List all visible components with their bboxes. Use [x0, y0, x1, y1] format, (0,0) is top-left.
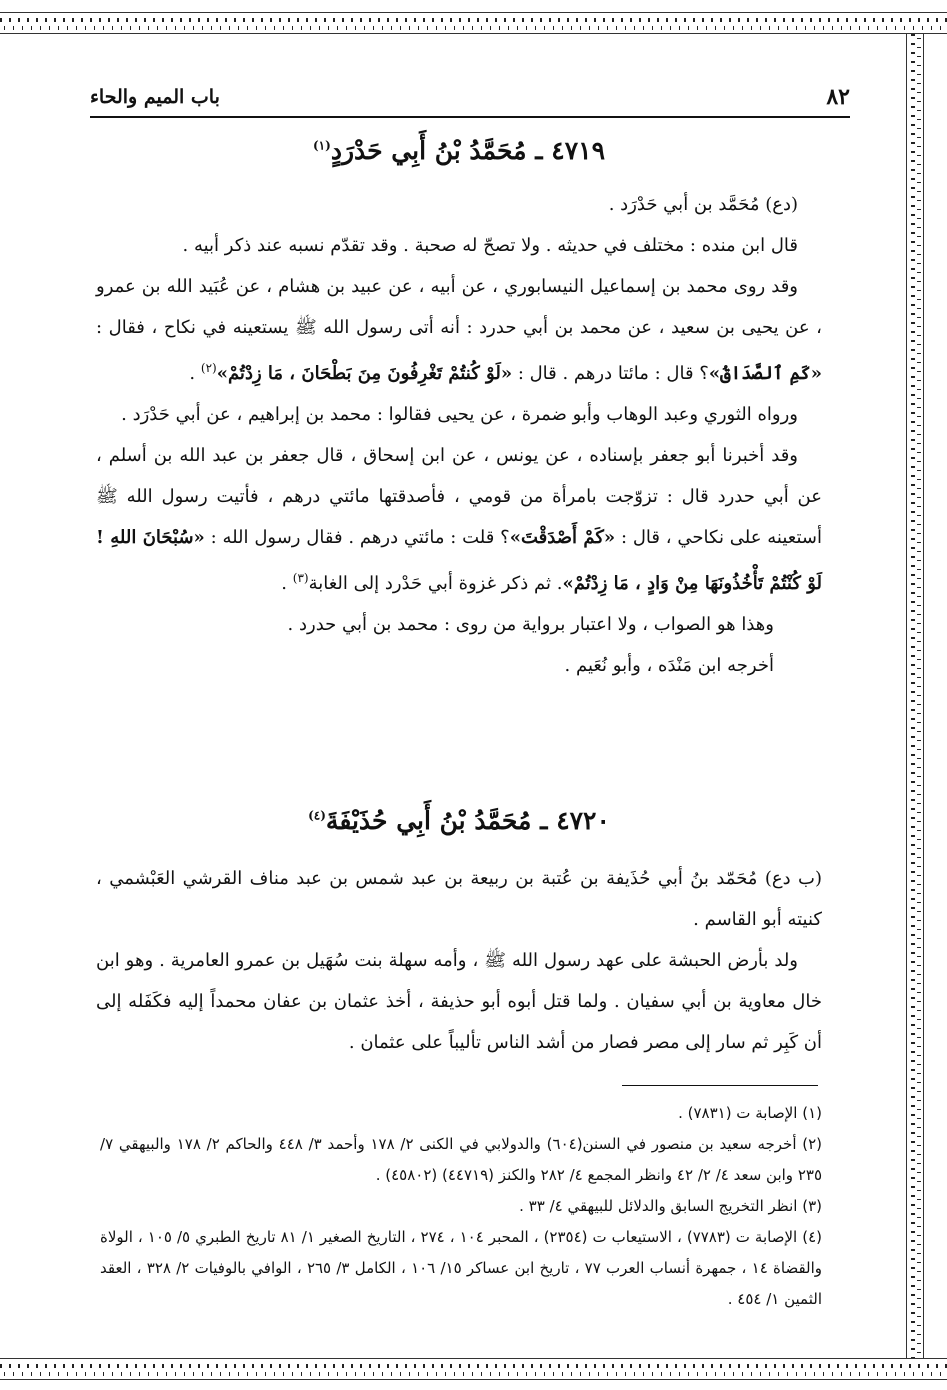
- paragraph: ورواه الثوري وعبد الوهاب وأبو ضمرة ، عن يحيى فقالوا : محمد بن إبراهيم ، عن أبي حَدْرَد .: [121, 404, 798, 425]
- footnote-marker: (٤): [308, 808, 326, 823]
- footnote: (١) الإصابة ت (٧٨٣١) .: [678, 1104, 822, 1122]
- footnote-marker: (٣): [292, 571, 309, 585]
- footnote-marker: (١): [312, 138, 331, 153]
- text-run: وقد أخبرنا أبو جعفر بإسناده ، عن يونس ، عن ابن إسحاق ، قال جعفر بن عبد الله بن أسلم ، عن أبي حدرد قال : تزوّجت بامرأة من قومي ، فأصدقتها مائتي درهم ، فأتيت رسول الله ﷺ أستعينه على نكاحي ، قال :: [96, 445, 822, 548]
- footnote-marker: (٢): [200, 361, 217, 375]
- ornamental-border-bottom: [0, 1358, 947, 1380]
- running-title: باب الميم والحاء: [90, 86, 220, 108]
- hadith-quote: «لَوْ كُنتُمْ تَغْرِفُونَ مِنَ بَطْحَانَ ، مَا زِدْتُمْ»: [216, 363, 513, 384]
- text-run: .: [189, 363, 201, 384]
- footnote: (٣) انظر التخريج السابق والدلائل للبيهقي ٤/ ٣٣ .: [519, 1197, 822, 1215]
- hadith-quote: «سُبْحَانَ اللهِ ! لَوْ كُنْتُمْ تَأْخُذُونَهَا مِنْ وَادٍ ، مَا زِدْتُمْ»: [96, 527, 822, 594]
- entry-title-text: ٤٧١٩ ـ مُحَمَّدُ بْنُ أَبِي حَدْرَدٍ: [330, 136, 605, 165]
- footnote: (٢) أخرجه سعيد بن منصور في السنن(٦٠٤) والدولابي في الكنى ٢/ ١٧٨ وأحمد ٣/ ٤٤٨ والحاكم ٢/ ١٧٨ والبيهقي ٧/ ٢٣٥ وابن سعد ٤/ ٢/ ٤٢ وانظر المجمع ٤/ ٢٨٢ والكنز (٤٤٧١٩) (٤٥٨٠٢) .: [100, 1135, 823, 1184]
- footnote: (٤) الإصابة ت (٧٧٨٣) ، الاستيعاب ت (٢٣٥٤) ، المحبر ١٠٤ ، ٢٧٤ ، التاريخ الصغير ١/ ٨١ تاريخ الطبري ٥/ ١٠٥ ، الولاة والقضاة ١٤ ، جمهرة أنساب العرب ٧٧ ، تاريخ ابن عساكر ١٥/ ١٠٦ ، الكامل ٣/ ٢٦٥ ، الوافي بالوفيات ٢/ ٣٢٨ ، العقد الثمين ١/ ٤٥٤ .: [100, 1228, 823, 1308]
- text-run: ؟ قال : مائتا درهم . قال :: [512, 363, 709, 384]
- entry-title-4719: [96, 136, 822, 165]
- page-number: ٨٢: [826, 84, 850, 110]
- paragraph: (دع) مُحَمَّد بن أبي حَدْرَد .: [608, 194, 798, 215]
- entry-title-4720: [96, 806, 822, 835]
- footnote-separator: [622, 1085, 818, 1086]
- hadith-quote: «كَمِ ٱلصَّدَاقُ»: [708, 363, 822, 384]
- footnotes: [100, 1098, 822, 1315]
- paragraph: (ب دع) مُحَمّد بنُ أبي حُذَيفة بن عُتبة بن ربيعة بن عبد شمس بن عبد مناف القرشي العَبْشمي ، كنيته أبو القاسم .: [96, 868, 822, 930]
- paragraph: أخرجه ابن مَنْدَه ، وأبو نُعَيم .: [564, 655, 774, 676]
- paragraph: قال ابن منده : مختلف في حديثه . ولا تصحّ له صحبة . وقد تقدّم نسبه عند ذكر أبيه .: [182, 235, 798, 256]
- entry-4719-body: [96, 184, 822, 686]
- paragraph: وهذا هو الصواب ، ولا اعتبار برواية من روى : محمد بن أبي حدرد .: [287, 614, 774, 635]
- paragraph: [96, 266, 822, 394]
- ornamental-border-top: [0, 12, 947, 34]
- entry-title-text: ٤٧٢٠ ـ مُحَمَّدُ بْنُ أَبِي حُذَيْفَةَ: [325, 806, 610, 835]
- text-run: .: [281, 573, 293, 594]
- page-header: [90, 84, 850, 118]
- text-run: ؟ قلت : مائتي درهم . فقال رسول الله :: [204, 527, 510, 548]
- ornamental-border-right: [906, 34, 924, 1358]
- text-run: . ثم ذكر غزوة أبي حَدْرد إلى الغابة: [308, 573, 563, 594]
- hadith-quote: «كَمْ أَصْدَقْتَ»: [509, 527, 616, 548]
- entry-4720-body: [96, 858, 822, 1063]
- text-run: وقد روى محمد بن إسماعيل النيسابوري ، عن أبيه ، عن عبيد بن هشام ، عن عُبَيد الله بن عمرو ، عن يحيى بن سعيد ، عن محمد بن أبي حدرد : أنه أتى رسول الله ﷺ يستعينه في نكاح ، فقال :: [96, 276, 822, 338]
- paragraph: [96, 435, 822, 604]
- paragraph: ولد بأرض الحبشة على عهد رسول الله ﷺ ، وأمه سهلة بنت سُهَيل بن عمرو العامرية . وهو ابن خال معاوية بن أبي سفيان . ولما قتل أبوه أبو حذيفة ، أخذ عثمان بن عفان محمداً إليه فكَفَله إلى أن كَبِر ثم سار إلى مصر فصار من أشد الناس تأليباً على عثمان .: [96, 950, 822, 1053]
